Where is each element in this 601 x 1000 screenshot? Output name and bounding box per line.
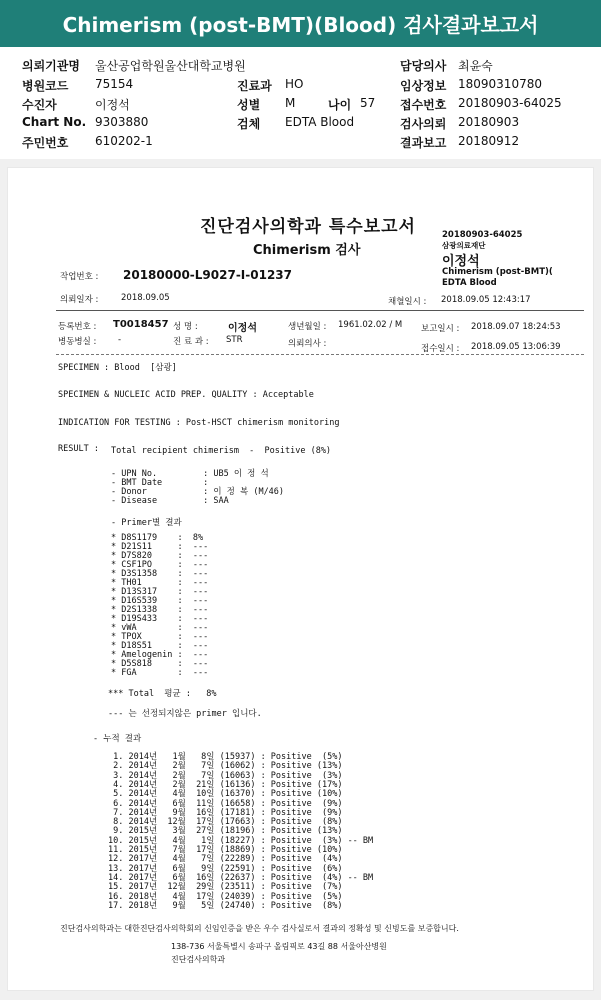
side-org: 삼광의료재단 [442,241,486,250]
ward-value: - [118,335,122,345]
specimen-line: SPECIMEN : Blood [삼광] [58,363,177,373]
primer-row: * D8S1179 : 8% [111,533,204,543]
hospital-code-value: 75154 [95,77,134,91]
clinical-value: 18090310780 [458,77,542,91]
receipt-value: 20180903-64025 [458,96,562,110]
recv-time-value: 2018.09.05 13:06:39 [471,342,561,352]
primer-row: * D16S539 : --- [111,596,209,606]
cumulative-row: 13. 2017년 6월 9일 (22591) : Positive (6%) [108,863,343,874]
report-date-value: 20180912 [458,134,520,148]
institution-label: 의뢰기관명 [22,59,80,73]
indication-line: INDICATION FOR TESTING : Post-HSCT chimerism monitoring [58,418,340,428]
footer-notice: 진단검사의학과는 대한진단검사의학회의 신임인증을 받은 우수 검사실로서 결과의 정확성 및 신빙도를 보증합니다. [60,924,459,933]
reg-no-label: 등록번호 : [58,322,97,332]
sex-value: M [285,96,296,110]
dob-value: 1961.02.02 / M [338,320,403,330]
request-label: 검사의뢰 [400,117,447,131]
request-value: 20180903 [458,115,520,129]
report-time-label: 보고일시 : [421,324,460,334]
patient-name-label: 수진자 [22,98,57,112]
rrn-value: 610202-1 [95,134,153,148]
collect-label: 채혈일시 : [388,297,427,307]
donor-line: - Donor : 이 정 복 (M/46) [111,487,285,497]
cumulative-row: 17. 2018년 9월 5일 (24740) : Positive (8%) [108,900,343,911]
disease-line: - Disease : SAA [111,496,229,506]
primer-row: * D3S1358 : --- [111,569,209,579]
cumulative-row: 9. 2015년 3월 27일 (18196) : Positive (13%) [108,826,343,837]
req-date-label: 의뢰일자 : [60,295,99,305]
footer-address: 138-736 서울특별시 송파구 올림픽로 43길 88 서울아산병원 [171,942,387,951]
bmt-line: - BMT Date : [111,478,209,488]
upn-line: - UPN No. : UB5 이 정 석 [111,469,269,479]
doctor-value: 최윤숙 [458,59,493,73]
cumulative-row: 6. 2014년 6월 11일 (16658) : Positive (9%) [108,798,343,809]
cumulative-row: 12. 2017년 4월 7일 (22289) : Positive (4%) [108,854,343,865]
primer-row: * D21S11 : --- [111,542,209,552]
work-no-value: 20180000-L9027-I-01237 [123,268,292,282]
cumulative-row: 2. 2014년 2월 7일 (16062) : Positive (13%) [108,761,343,772]
result-value: Total recipient chimerism - Positive (8%) [111,446,332,456]
cumulative-row: 3. 2014년 2월 7일 (16063) : Positive (3%) [108,770,343,781]
primer-row: * CSF1PO : --- [111,560,209,570]
cumulative-row: 15. 2017년 12월 29일 (23511) : Positive (7%) [108,882,343,893]
specimen-value: EDTA Blood [285,115,355,129]
report-paper-subtitle: Chimerism 검사 [253,243,361,258]
receipt-label: 접수번호 [400,98,447,112]
report-paper-title: 진단검사의학과 특수보고서 [200,217,416,237]
age-label: 나이 [328,98,352,112]
report-date-label: 결과보고 [400,136,447,150]
dob-label: 생년월일 : [288,322,327,332]
primer-title: - Primer별 결과 [111,518,182,528]
primer-row: * vWA : --- [111,623,209,633]
ref-doctor-label: 의뢰의사 : [288,339,327,349]
primer-row: * D13S317 : --- [111,587,209,597]
cumulative-row: 4. 2014년 2월 21일 (16136) : Positive (17%) [108,779,343,790]
rrn-label: 주민번호 [22,136,69,150]
report-time-value: 2018.09.07 18:24:53 [471,322,561,332]
req-date-value: 2018.09.05 [121,293,170,303]
primer-row: * D7S820 : --- [111,551,209,561]
work-no-label: 작업번호 : [60,272,99,282]
result-label: RESULT : [58,444,99,454]
name-value: 이정석 [228,323,257,334]
cumulative-row: 7. 2014년 9월 16일 (17181) : Positive (9%) [108,807,343,818]
primer-row: * Amelogenin : --- [111,650,209,660]
side-patient-name: 이정석 [442,254,480,269]
reg-no-value: T0018457 [113,319,169,330]
dashed-divider [56,354,584,355]
chart-no-value: 9303880 [95,115,149,129]
quality-line: SPECIMEN & NUCLEIC ACID PREP. QUALITY : Acceptable [58,390,314,400]
cumulative-row: 11. 2015년 7월 17일 (18869) : Positive (10%) [108,845,343,855]
cumulative-row: 8. 2014년 12월 17일 (17663) : Positive (8%) [108,817,343,828]
primer-row: * D19S433 : --- [111,614,209,624]
primer-row: * D5S818 : --- [111,659,209,669]
cumulative-row: 16. 2018년 4월 17일 (24039) : Positive (5%) [108,891,343,902]
note-line: --- 는 선정되지않은 primer 입니다. [108,709,262,719]
specimen-label: 검체 [237,117,261,131]
recv-time-label: 접수일시 : [421,344,460,354]
institution-value: 울산공업학원울산대학교병원 [95,59,246,73]
clinic-dept-label: 진 료 과 : [173,337,209,347]
side-test-name: Chimerism (post-BMT)( [442,267,553,277]
side-specimen: EDTA Blood [442,278,497,288]
dept-label: 진료과 [237,79,272,93]
primer-row: * TH01 : --- [111,578,209,588]
patient-info-panel [0,47,601,159]
cumulative-row: 14. 2017년 6월 16일 (22637) : Positive (4%) -- BM [108,872,374,883]
cumulative-row: 10. 2015년 4월 1일 (18227) : Positive (3%) -- BM [108,835,374,846]
primer-row: * FGA : --- [111,668,209,678]
name-label: 성 명 : [173,322,198,332]
primer-row: * TPOX : --- [111,632,209,642]
primer-row: * D18S51 : --- [111,641,209,651]
cumulative-row: 1. 2014년 1월 8일 (15937) : Positive (5%) [108,752,343,762]
dept-value: HO [285,77,304,91]
collect-value: 2018.09.05 12:43:17 [441,295,531,305]
doctor-label: 담당의사 [400,59,447,73]
clinic-dept-value: STR [226,335,243,345]
ward-label: 병동병실 : [58,337,97,347]
age-value: 57 [360,96,376,110]
total-line: *** Total 평균 : 8% [108,689,217,699]
cumulative-title: - 누적 결과 [93,734,142,744]
hospital-code-label: 병원코드 [22,79,69,93]
divider-line [56,310,584,311]
report-header-bar [0,0,601,47]
clinical-label: 임상정보 [400,79,447,93]
patient-name-value: 이정석 [95,98,130,112]
side-receipt-no: 20180903-64025 [442,230,523,240]
cumulative-row: 5. 2014년 4월 10일 (16370) : Positive (10%) [108,789,343,800]
footer-dept: 진단검사의학과 [171,955,226,964]
scanned-report [8,168,593,990]
chart-no-label: Chart No. [22,115,87,129]
primer-row: * D2S1338 : --- [111,605,209,615]
sex-label: 성별 [237,98,261,112]
report-title: Chimerism (post-BMT)(Blood) 검사결과보고서 [62,13,539,37]
